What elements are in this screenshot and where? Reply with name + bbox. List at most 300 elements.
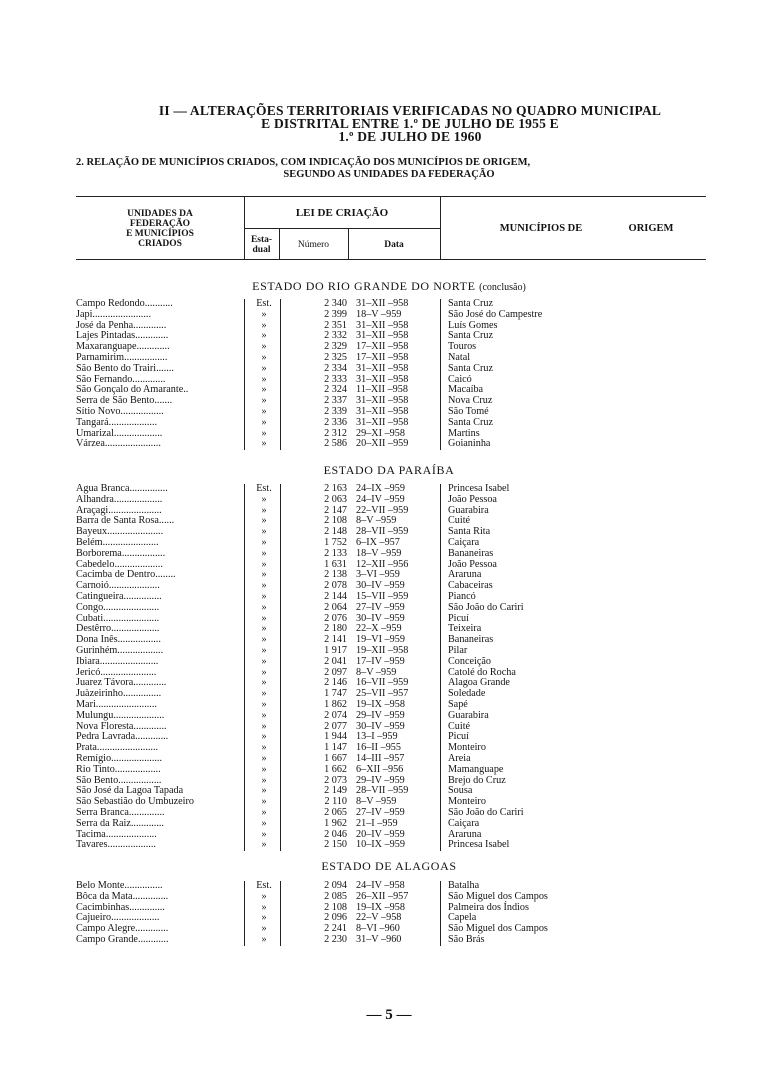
origin-municipality: Soledade	[448, 688, 486, 700]
law-type: »	[261, 536, 267, 548]
municipality-name: Japi.......................	[76, 309, 151, 320]
section-title-rio-grande-do-norte	[0, 279, 778, 294]
law-date: 8–V –959	[356, 666, 397, 678]
law-number: 2 149	[324, 785, 347, 797]
law-type: »	[261, 427, 267, 439]
municipality-name: Prata........................	[76, 743, 159, 754]
law-date: 22–X –959	[356, 623, 402, 635]
law-number: 2 399	[324, 308, 347, 320]
origin-municipality: Bananeiras	[448, 547, 494, 559]
municipality-name: Umarizal...................	[76, 428, 163, 439]
law-type: »	[261, 763, 267, 775]
municipality-name: Pedra Lavrada.............	[76, 732, 169, 743]
municipality-name: Gurinhém..................	[76, 645, 164, 656]
law-type: »	[261, 308, 267, 320]
law-type: »	[261, 901, 267, 913]
law-date: 31–XII –958	[356, 395, 409, 407]
origin-municipality: Picuí	[448, 612, 469, 624]
law-type: »	[261, 351, 267, 363]
law-number: 1 662	[324, 763, 347, 775]
origin-municipality: Touros	[448, 341, 477, 353]
law-date: 31–V –960	[356, 933, 402, 945]
municipality-name: São Gonçalo do Amarante..	[76, 385, 189, 396]
municipality-name: Cubati......................	[76, 613, 160, 624]
law-number: 2 334	[324, 362, 347, 374]
municipality-name: Mulungu....................	[76, 710, 165, 721]
origin-municipality: Martins	[448, 427, 480, 439]
law-type: »	[261, 634, 267, 646]
municipality-name: São Fernando.............	[76, 374, 166, 385]
law-number: 2 041	[324, 655, 347, 667]
law-number: 2 150	[324, 839, 347, 851]
municipality-name: Campo Alegre.............	[76, 924, 169, 935]
municipality-name: Jericó......................	[76, 667, 157, 678]
law-number: 2 108	[324, 515, 347, 527]
law-number: 2 340	[324, 298, 347, 309]
law-number: 2 077	[324, 720, 347, 732]
title-line-3: 1.º DE JULHO DE 1960	[338, 129, 482, 144]
law-date: 31–XII –958	[356, 362, 409, 374]
header-lei: LEI DE CRIAÇÃO	[295, 207, 389, 219]
law-type: »	[261, 601, 267, 613]
law-date: 28–VII –959	[356, 785, 409, 797]
law-number: 2 144	[324, 590, 347, 602]
origin-municipality: Goianinha	[448, 438, 491, 450]
law-date: 25–VII –957	[356, 688, 409, 700]
law-date: 19–XII –958	[356, 644, 409, 656]
municipality-name: Sítio Novo.................	[76, 406, 164, 417]
origin-municipality: Guarabira	[448, 504, 489, 516]
municipality-name: Serra de São Bento.......	[76, 396, 173, 407]
header-bottom-rule	[76, 259, 706, 260]
law-date: 28–VII –959	[356, 526, 409, 538]
header-origem: ORIGEM	[628, 223, 674, 234]
law-date: 19–IX –958	[356, 901, 405, 913]
law-number: 2 336	[324, 416, 347, 428]
law-date: 26–XII –957	[356, 890, 409, 902]
law-number: 2 110	[324, 796, 347, 808]
law-date: 16–VII –959	[356, 677, 409, 689]
law-date: 6–XII –956	[356, 763, 404, 775]
origin-municipality: Cuité	[448, 720, 471, 732]
law-number: 2 085	[324, 890, 347, 902]
law-date: 31–XII –958	[356, 330, 409, 342]
law-number: 1 631	[324, 558, 347, 570]
law-date: 16–II –955	[356, 742, 401, 754]
law-date: 22–V –958	[356, 912, 402, 924]
law-number: 2 046	[324, 828, 347, 840]
law-type: »	[261, 752, 267, 764]
municipality-name: Belo Monte...............	[76, 881, 163, 891]
origin-municipality: João Pessoa	[448, 558, 497, 570]
law-type: »	[261, 580, 267, 592]
law-type: »	[261, 785, 267, 797]
law-type: »	[261, 912, 267, 924]
law-date: 30–IV –959	[356, 720, 405, 732]
municipality-name: Maxaranguape.............	[76, 342, 170, 353]
origin-municipality: Santa Cruz	[448, 330, 493, 342]
law-date: 17–XII –958	[356, 341, 409, 353]
header-divider	[440, 196, 441, 260]
municipality-name: Serra da Raiz.............	[76, 818, 164, 829]
law-type: »	[261, 590, 267, 602]
column-rule	[244, 299, 245, 450]
law-number: 1 962	[324, 817, 347, 829]
section-note: (conclusão)	[479, 282, 526, 293]
law-number: 2 146	[324, 677, 347, 689]
law-number: 2 078	[324, 580, 347, 592]
origin-municipality: João Pessoa	[448, 493, 497, 505]
law-number: 1 747	[324, 688, 347, 700]
municipality-name: Bôca da Mata..............	[76, 891, 169, 902]
law-type: »	[261, 373, 267, 385]
header-municipios: MUNICÍPIOS DE	[499, 223, 583, 234]
law-type: »	[261, 395, 267, 407]
law-number: 2 063	[324, 493, 347, 505]
municipality-name: Várzea......................	[76, 439, 161, 450]
law-date: 29–XI –958	[356, 427, 405, 439]
law-date: 27–IV –959	[356, 806, 405, 818]
origin-municipality: Araruna	[448, 828, 482, 840]
municipality-name: Campo Grande............	[76, 934, 169, 945]
law-type: »	[261, 438, 267, 450]
law-type: »	[261, 341, 267, 353]
origin-municipality: São Miguel dos Campos	[448, 890, 548, 902]
law-number: 2 180	[324, 623, 347, 635]
municipality-name: Tangará...................	[76, 417, 158, 428]
law-date: 12–XII –956	[356, 558, 409, 570]
law-type: Est.	[256, 483, 272, 494]
law-type: »	[261, 817, 267, 829]
origin-municipality: Princesa Isabel	[448, 483, 510, 494]
law-date: 29–IV –959	[356, 774, 405, 786]
origin-municipality: Caiçara	[448, 536, 480, 548]
law-date: 30–IV –959	[356, 580, 405, 592]
law-number: 2 339	[324, 405, 347, 417]
law-date: 19–IX –958	[356, 698, 405, 710]
origin-municipality: Areia	[448, 752, 471, 764]
municipality-name: Cacimbinhas..............	[76, 902, 165, 913]
law-type: »	[261, 362, 267, 374]
law-date: 13–I –959	[356, 731, 398, 743]
law-number: 2 138	[324, 569, 347, 581]
column-rule	[280, 881, 281, 946]
origin-municipality: Brejo do Cruz	[448, 774, 506, 786]
origin-municipality: Princesa Isabel	[448, 839, 510, 851]
law-number: 1 917	[324, 644, 347, 656]
law-date: 29–IV –959	[356, 709, 405, 721]
municipality-name: Bayeux......................	[76, 527, 164, 538]
origin-municipality: Caiçara	[448, 817, 480, 829]
law-type: »	[261, 742, 267, 754]
law-number: 2 065	[324, 806, 347, 818]
law-number: 2 241	[324, 923, 347, 935]
law-date: 17–XII –958	[356, 351, 409, 363]
origin-municipality: Natal	[448, 351, 471, 363]
origin-municipality: Cabaceiras	[448, 580, 493, 592]
law-type: »	[261, 612, 267, 624]
law-type: »	[261, 923, 267, 935]
origin-municipality: Araruna	[448, 569, 482, 581]
law-date: 10–IX –959	[356, 839, 405, 851]
law-number: 2 329	[324, 341, 347, 353]
municipality-name: São Bento.................	[76, 775, 162, 786]
law-type: »	[261, 774, 267, 786]
law-date: 30–IV –959	[356, 612, 405, 624]
origin-municipality: Palmeira dos Índios	[448, 901, 529, 913]
municipality-name: Alhandra...................	[76, 494, 163, 505]
municipality-name: São José da Lagoa Tapada	[76, 786, 184, 797]
law-type: »	[261, 720, 267, 732]
column-rule	[244, 881, 245, 946]
origin-municipality: Caicó	[448, 373, 472, 385]
law-number: 2 351	[324, 319, 347, 331]
law-type: Est.	[256, 880, 272, 891]
law-type: »	[261, 666, 267, 678]
municipality-name: Nova Floresta.............	[76, 721, 167, 732]
municipality-name: São Sebastião do Umbuzeiro	[76, 797, 194, 808]
origin-municipality: Nova Cruz	[448, 395, 493, 407]
origin-municipality: Piancó	[448, 590, 476, 602]
law-type: »	[261, 806, 267, 818]
law-date: 22–VII –959	[356, 504, 409, 516]
law-date: 19–VI –959	[356, 634, 405, 646]
municipality-name: Juàzeirinho...............	[76, 689, 162, 700]
origin-municipality: Santa Rita	[448, 526, 491, 538]
origin-municipality: São José do Campestre	[448, 308, 543, 320]
origin-municipality: Sapé	[448, 698, 468, 710]
origin-municipality: São Brás	[448, 933, 485, 945]
law-date: 6–IX –957	[356, 536, 400, 548]
law-date: 18–V –959	[356, 547, 402, 559]
law-type: »	[261, 839, 267, 851]
origin-municipality: Conceição	[448, 655, 491, 667]
page-number: — 5 —	[366, 1007, 412, 1023]
origin-municipality: Macaíba	[448, 384, 484, 396]
header-mid-rule	[244, 228, 440, 229]
origin-municipality: Capela	[448, 912, 477, 924]
section-title-alagoas: ESTADO DE ALAGOAS	[321, 859, 457, 873]
law-number: 2 141	[324, 634, 347, 646]
municipality-name: São Bento do Trairi.......	[76, 363, 174, 374]
law-number: 2 076	[324, 612, 347, 624]
law-type: »	[261, 709, 267, 721]
origin-municipality: São Tomé	[448, 405, 489, 417]
municipality-name: Lajes Pintadas.............	[76, 331, 169, 342]
law-date: 31–XII –958	[356, 405, 409, 417]
law-type: »	[261, 547, 267, 559]
header-data: Data	[384, 240, 404, 250]
municipality-name: Água Branca...............	[76, 484, 168, 494]
column-rule	[280, 299, 281, 450]
municipality-name: Parnamirim.................	[76, 352, 168, 363]
municipality-name: Juarez Távora.............	[76, 678, 167, 689]
law-number: 2 324	[324, 384, 347, 396]
law-type: »	[261, 405, 267, 417]
law-number: 2 097	[324, 666, 347, 678]
header-units-l4: CRIADOS	[138, 239, 182, 249]
origin-municipality: Batalha	[448, 880, 480, 891]
municipality-name: Cabedelo...................	[76, 559, 163, 570]
law-type: »	[261, 558, 267, 570]
law-type: »	[261, 796, 267, 808]
law-date: 31–XII –958	[356, 319, 409, 331]
law-type: »	[261, 677, 267, 689]
header-numero: Número	[297, 240, 330, 250]
law-type: »	[261, 731, 267, 743]
header-estadual-l2: dual	[252, 245, 271, 255]
law-date: 24–IV –958	[356, 880, 405, 891]
law-number: 2 332	[324, 330, 347, 342]
law-type: »	[261, 569, 267, 581]
law-number: 2 337	[324, 395, 347, 407]
municipality-name: Tavares...................	[76, 840, 156, 851]
municipality-name: Borborema.................	[76, 548, 166, 559]
law-number: 2 163	[324, 483, 347, 494]
law-date: 3–VI –959	[356, 569, 400, 581]
origin-municipality: São João do Cariri	[448, 601, 524, 613]
header-units-l1: UNIDADES DA	[127, 209, 193, 219]
law-date: 11–XII –958	[356, 384, 408, 396]
law-number: 2 230	[324, 933, 347, 945]
municipality-name: Catingueira...............	[76, 591, 162, 602]
law-number: 2 333	[324, 373, 347, 385]
law-number: 1 667	[324, 752, 347, 764]
column-rule	[440, 484, 441, 851]
law-number: 1 752	[324, 536, 347, 548]
origin-municipality: Monteiro	[448, 742, 486, 754]
law-type: »	[261, 933, 267, 945]
law-number: 2 148	[324, 526, 347, 538]
header-units-l3: E MUNICÍPIOS	[126, 229, 194, 239]
law-number: 2 074	[324, 709, 347, 721]
origin-municipality: Pilar	[448, 644, 468, 656]
law-type: »	[261, 698, 267, 710]
law-number: 2 108	[324, 901, 347, 913]
origin-municipality: Picuí	[448, 731, 469, 743]
origin-municipality: Santa Cruz	[448, 416, 493, 428]
law-date: 27–IV –959	[356, 601, 405, 613]
law-type: »	[261, 655, 267, 667]
origin-municipality: São Miguel dos Campos	[448, 923, 548, 935]
municipality-name: Barra de Santa Rosa......	[76, 516, 175, 527]
law-number: 2 096	[324, 912, 347, 924]
origin-municipality: Santa Cruz	[448, 362, 493, 374]
origin-municipality: Teixeira	[448, 623, 482, 635]
law-type: »	[261, 384, 267, 396]
law-type: »	[261, 526, 267, 538]
origin-municipality: São João do Cariri	[448, 806, 524, 818]
column-rule	[440, 299, 441, 450]
law-date: 8–V –959	[356, 796, 397, 808]
law-number: 2 312	[324, 427, 347, 439]
law-date: 17–IV –959	[356, 655, 405, 667]
law-type: »	[261, 688, 267, 700]
law-date: 21–I –959	[356, 817, 398, 829]
header-estadual-l1: Esta-	[250, 235, 273, 245]
law-date: 24–IV –959	[356, 493, 405, 505]
origin-municipality: Catolé do Rocha	[448, 666, 516, 678]
title-line-1: II — ALTERAÇÕES TERRITORIAIS VERIFICADAS NO QUADRO MUNICIPAL	[158, 103, 662, 118]
municipality-name: Remígio....................	[76, 753, 163, 764]
law-date: 20–IV –959	[356, 828, 405, 840]
municipality-name: Araçagi.....................	[76, 505, 162, 516]
law-date: 31–XII –958	[356, 416, 409, 428]
header-top-rule	[76, 196, 706, 197]
municipality-name: Rio Tinto..................	[76, 764, 161, 775]
header-units-l2: FEDERAÇÃO	[129, 219, 191, 229]
law-date: 8–VI –960	[356, 923, 400, 935]
law-type: »	[261, 504, 267, 516]
municipality-name: Destêrro...................	[76, 624, 160, 635]
law-date: 14–III –957	[356, 752, 405, 764]
law-number: 2 094	[324, 880, 347, 891]
law-date: 31–XII –958	[356, 373, 409, 385]
law-type: »	[261, 416, 267, 428]
law-type: »	[261, 319, 267, 331]
subtitle-line-2: SEGUNDO AS UNIDADES DA FEDERAÇÃO	[283, 169, 495, 180]
law-date: 18–V –959	[356, 308, 402, 320]
law-number: 2 325	[324, 351, 347, 363]
title-line-2: E DISTRITAL ENTRE 1.º DE JULHO DE 1955 E	[261, 116, 559, 131]
origin-municipality: Cuité	[448, 515, 471, 527]
origin-municipality: Guarabira	[448, 709, 489, 721]
municipality-name: Tacima....................	[76, 829, 157, 840]
municipality-name: Congo......................	[76, 602, 160, 613]
law-number: 1 862	[324, 698, 347, 710]
law-number: 2 147	[324, 504, 347, 516]
municipality-name: Serra Branca..............	[76, 807, 165, 818]
law-date: 20–XII –959	[356, 438, 409, 450]
law-date: 15–VII –959	[356, 590, 409, 602]
municipality-name: Belém......................	[76, 537, 159, 548]
origin-municipality: Bananeiras	[448, 634, 494, 646]
column-rule	[244, 484, 245, 851]
section-title-paraiba: ESTADO DA PARAÍBA	[323, 463, 455, 477]
law-type: »	[261, 644, 267, 656]
municipality-name: Mari........................	[76, 699, 157, 710]
municipality-name: Cacimba de Dentro........	[76, 570, 176, 581]
table-header	[76, 196, 706, 260]
column-rule	[280, 484, 281, 851]
law-number: 2 073	[324, 774, 347, 786]
origin-municipality: Monteiro	[448, 796, 486, 808]
law-type: »	[261, 493, 267, 505]
law-number: 2 586	[324, 438, 347, 450]
law-type: »	[261, 828, 267, 840]
municipality-name: Carnoió....................	[76, 581, 160, 592]
law-date: 8–V –959	[356, 515, 397, 527]
origin-municipality: Santa Cruz	[448, 298, 493, 309]
law-type: »	[261, 515, 267, 527]
law-type: »	[261, 890, 267, 902]
origin-municipality: Luís Gomes	[448, 319, 498, 331]
law-type: »	[261, 623, 267, 635]
municipality-name: Ibiara.......................	[76, 656, 159, 667]
law-number: 2 064	[324, 601, 347, 613]
law-date: 24–IX –959	[356, 483, 405, 494]
origin-municipality: Alagoa Grande	[448, 677, 510, 689]
origin-municipality: Sousa	[448, 785, 473, 797]
law-date: 31–XII –958	[356, 298, 409, 309]
section-title: ESTADO DO RIO GRANDE DO NORTE	[252, 279, 476, 293]
law-number: 1 147	[324, 742, 347, 754]
origin-municipality: Mamanguape	[448, 763, 504, 775]
law-type: »	[261, 330, 267, 342]
law-number: 1 944	[324, 731, 347, 743]
municipality-name: Dona Inês.................	[76, 635, 161, 646]
municipality-name: Campo Redondo...........	[76, 299, 173, 309]
